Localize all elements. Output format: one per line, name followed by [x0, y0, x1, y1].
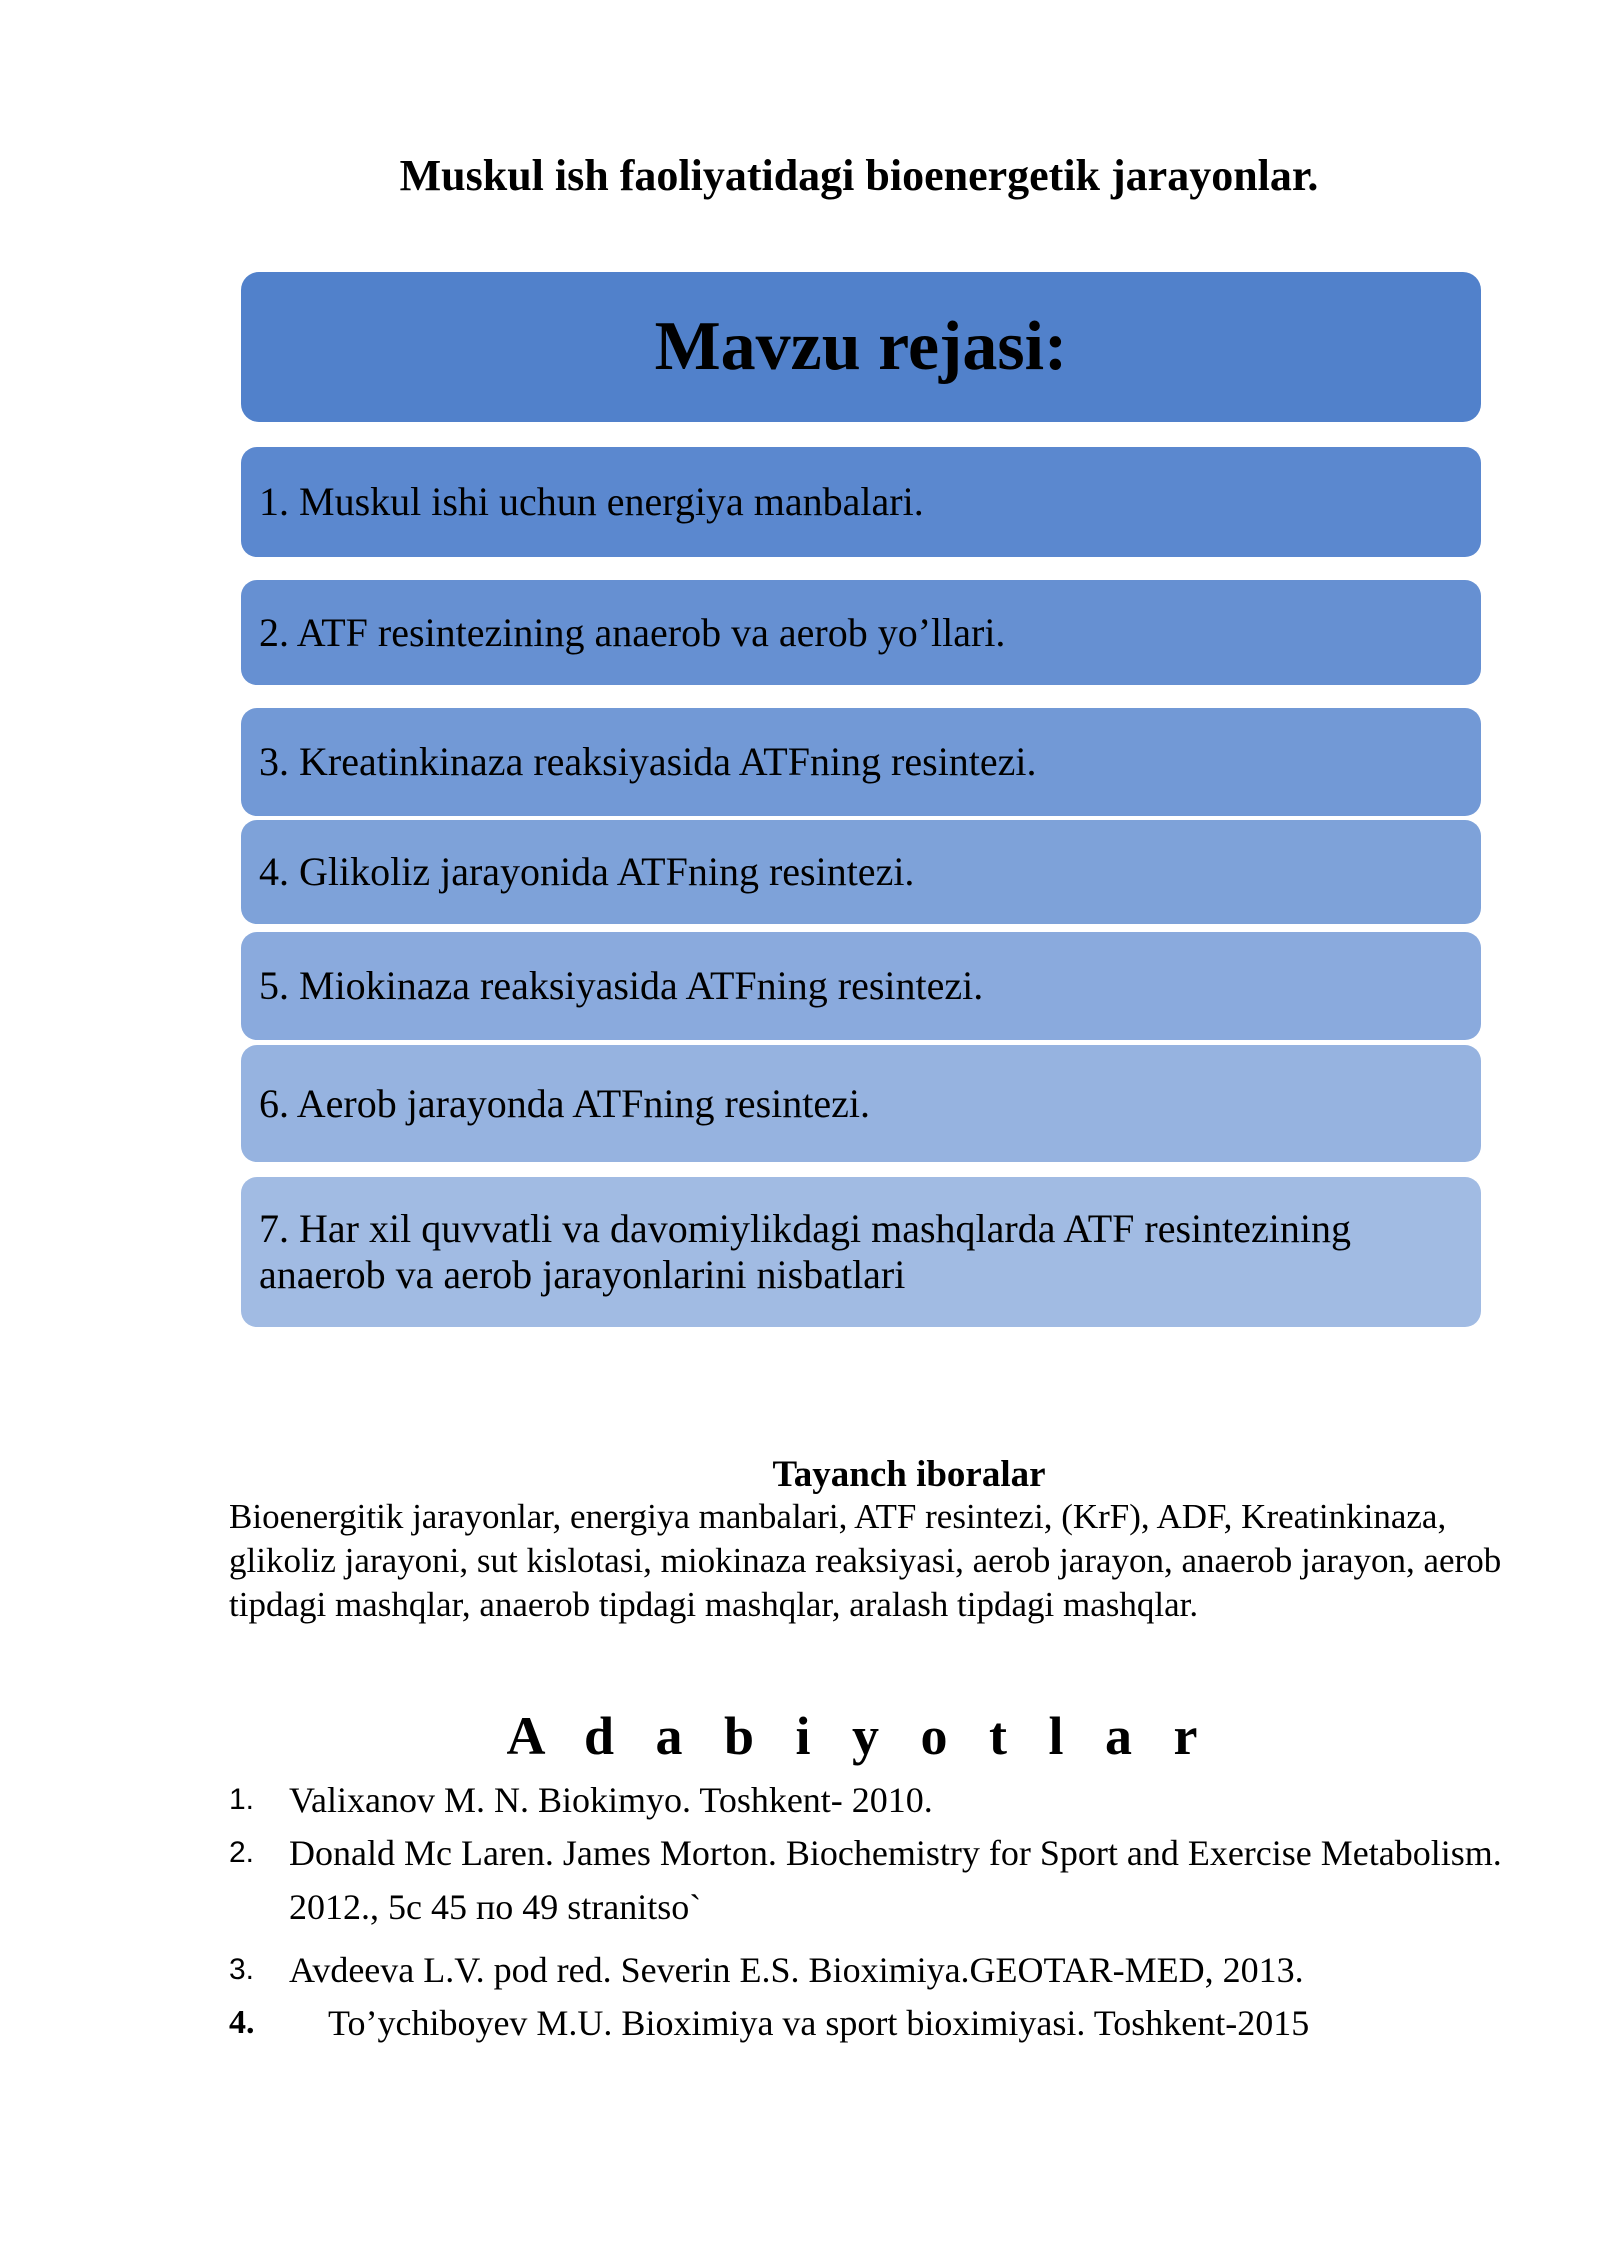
plan-header-box: [241, 272, 1481, 422]
literature-item-text: Valixanov M. N. Biokimyo. Toshkent- 2010.: [289, 1780, 933, 1820]
plan-heading: Mavzu rejasi:: [654, 308, 1068, 385]
plan-item-6: 6. Aerob jarayonda ATFning resintezi.: [241, 1045, 1481, 1162]
plan-item-1: 1. Muskul ishi uchun energiya manbalari.: [241, 447, 1481, 557]
literature-item-text: Donald Mc Laren. James Morton. Biochemistry for Sport and Exercise Metabolism. 2012., 5c 45 по 49 stranitso`: [289, 1833, 1502, 1927]
literature-heading: A d a b i y o t l a r: [506, 1706, 1212, 1766]
literature-item-number: 3.: [229, 1953, 255, 1986]
keywords-heading: Tayanch iboralar: [772, 1454, 1046, 1495]
plan-item-5: 5. Miokinaza reaksiyasida ATFning resintezi.: [241, 932, 1481, 1040]
literature-item-text: To’ychiboyev M.U. Bioximiya va sport bioximiyasi. Toshkent-2015: [328, 2003, 1310, 2043]
plan-item-2: 2. ATF resintezining anaerob va aerob yo’llari.: [241, 580, 1481, 685]
literature-item-number: 2.: [229, 1836, 255, 1869]
plan-item-3: 3. Kreatinkinaza reaksiyasida ATFning resintezi.: [241, 708, 1481, 816]
page-title: Muskul ish faoliyatidagi bioenergetik jarayonlar.: [399, 151, 1319, 200]
plan-item-7: 7. Har xil quvvatli va davomiylikdagi mashqlarda ATF resintezining anaerob va aerob jarayonlarini nisbatlari: [241, 1177, 1481, 1327]
literature-item-number: 1.: [229, 1783, 255, 1816]
keywords-text: Bioenergitik jarayonlar, energiya manbalari, ATF resintezi, (KrF), ADF, Kreatinkinaza, glikoliz jarayoni, sut kislotasi, miokinaza reaksiyasi, aerob jarayon, anaerob jarayon, aerob tipdagi mashqlar, anaerob tipdagi mashqlar, aralash tipdagi mashqlar.: [229, 1497, 1502, 1624]
literature-item-number: 4.: [229, 2004, 255, 2041]
plan-item-4: 4. Glikoliz jarayonida ATFning resintezi.: [241, 820, 1481, 924]
literature-item-text: Avdeeva L.V. pod red. Severin E.S. Bioximiya.GEOTAR-MED, 2013.: [289, 1950, 1304, 1990]
